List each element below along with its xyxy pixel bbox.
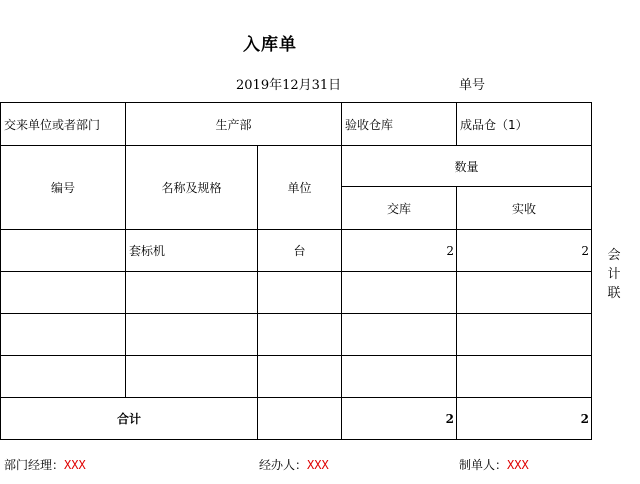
side-label-char: 计 [607, 267, 621, 282]
side-label-char: 联 [607, 286, 621, 301]
warehouse-label-cell: 验收仓库 [342, 103, 457, 146]
table-row [1, 272, 592, 314]
col-header-received: 实收 [457, 187, 592, 230]
row-code-cell[interactable] [1, 230, 126, 272]
header-info-row [1, 103, 592, 146]
row-name-cell[interactable] [126, 314, 258, 356]
total-row [1, 398, 592, 440]
row-received-cell[interactable] [457, 356, 592, 398]
col-header-name-spec: 名称及规格 [126, 146, 258, 230]
row-code-cell[interactable] [1, 356, 126, 398]
table-row [1, 314, 592, 356]
document-title: 入库单 [243, 35, 297, 55]
document-date: 2019年12月31日 [236, 78, 342, 93]
col-header-delivered: 交库 [342, 187, 457, 230]
doc-number-label: 单号 [459, 78, 486, 93]
row-received-cell[interactable] [457, 314, 592, 356]
row-name-cell[interactable]: 套标机 [126, 230, 258, 272]
row-name-cell[interactable] [126, 356, 258, 398]
warehouse-value-cell[interactable]: 成品仓（1） [457, 103, 592, 146]
source-label-cell: 交来单位或者部门 [1, 103, 126, 146]
col-header-unit: 单位 [258, 146, 342, 230]
row-received-cell[interactable]: 2 [457, 230, 592, 272]
row-received-cell[interactable] [457, 272, 592, 314]
row-unit-cell[interactable] [258, 272, 342, 314]
dept-manager-signature [4, 456, 86, 473]
table-row [1, 356, 592, 398]
total-received-cell: 2 [457, 398, 592, 440]
total-delivered-cell: 2 [342, 398, 457, 440]
dept-manager-label: 部门经理： [4, 458, 65, 472]
row-delivered-cell[interactable] [342, 314, 457, 356]
maker-label: 制单人： [459, 458, 508, 472]
table-row [1, 230, 592, 272]
source-value-cell[interactable]: 生产部 [126, 103, 342, 146]
row-code-cell[interactable] [1, 314, 126, 356]
row-unit-cell[interactable]: 台 [258, 230, 342, 272]
row-delivered-cell[interactable] [342, 272, 457, 314]
accounting-copy-label [606, 246, 622, 303]
row-unit-cell[interactable] [258, 314, 342, 356]
row-code-cell[interactable] [1, 272, 126, 314]
handler-signature [259, 456, 329, 473]
row-delivered-cell[interactable] [342, 356, 457, 398]
total-label-cell: 合计 [1, 398, 258, 440]
column-header-row-1 [1, 146, 592, 187]
maker-value[interactable]: XXX [507, 458, 529, 472]
row-name-cell[interactable] [126, 272, 258, 314]
col-header-code: 编号 [1, 146, 126, 230]
handler-label: 经办人： [259, 458, 308, 472]
dept-manager-value[interactable]: XXX [64, 458, 86, 472]
total-unit-cell [258, 398, 342, 440]
maker-signature [459, 456, 529, 473]
row-delivered-cell[interactable]: 2 [342, 230, 457, 272]
side-label-char: 会 [607, 248, 621, 263]
col-header-quantity: 数量 [342, 146, 592, 187]
row-unit-cell[interactable] [258, 356, 342, 398]
handler-value[interactable]: XXX [307, 458, 329, 472]
receipt-table [0, 102, 592, 440]
